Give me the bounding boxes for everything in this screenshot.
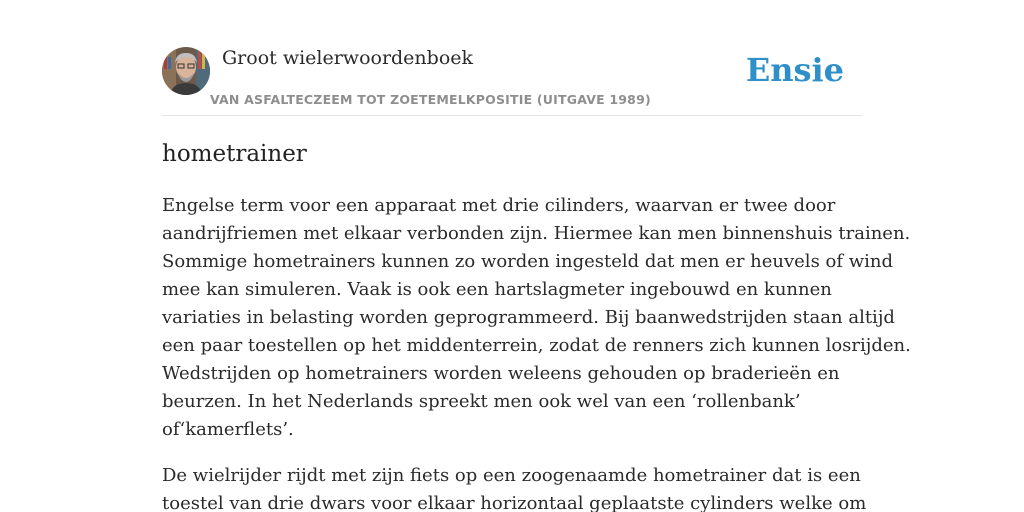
author-portrait-image bbox=[162, 47, 210, 95]
definition-paragraph bbox=[162, 462, 872, 512]
text-line: mee kan simuleren. Vaak is ook een hartslagmeter ingebouwd en kunnen bbox=[162, 279, 832, 300]
text-line: toestel van drie dwars voor elkaar horizontaal geplaatste cylinders welke om bbox=[162, 493, 867, 512]
text-line: een paar toestellen op het middenterrein, zodat de renners zich kunnen losrijden. bbox=[162, 335, 911, 356]
text-line: Sommige hometrainers kunnen zo worden ingesteld dat men er heuvels of wind bbox=[162, 251, 894, 272]
text-line: aandrijfriemen met elkaar verbonden zijn. Hiermee kan men binnenshuis trainen. bbox=[162, 223, 911, 244]
definition-paragraph bbox=[162, 192, 911, 444]
text-line: De wielrijder rijdt met zijn fiets op een zoogenaamde hometrainer dat is een bbox=[162, 465, 861, 486]
book-title[interactable]: Groot wielerwoordenboek bbox=[222, 47, 474, 69]
entry-title: hometrainer bbox=[162, 141, 307, 167]
text-line: Engelse term voor een apparaat met drie cilinders, waarvan er twee door bbox=[162, 195, 836, 216]
author-avatar[interactable] bbox=[162, 47, 210, 95]
text-line: beurzen. In het Nederlands spreekt men ook wel van een ‘rollenbank’ bbox=[162, 391, 801, 412]
ensie-logo[interactable]: Ensie bbox=[745, 51, 844, 89]
text-line: Wedstrijden op hometrainers worden weleens gehouden op braderieën en bbox=[162, 363, 840, 384]
definition bbox=[162, 192, 911, 512]
header bbox=[162, 46, 862, 116]
text-line: of‘kamerflets’. bbox=[162, 419, 294, 440]
text-line: variaties in belasting worden geprogrammeerd. Bij baanwedstrijden staan altijd bbox=[162, 307, 895, 328]
book-subtitle: VAN ASFALTECZEEM TOT ZOETEMELKPOSITIE (UITGAVE 1989) bbox=[210, 92, 651, 107]
